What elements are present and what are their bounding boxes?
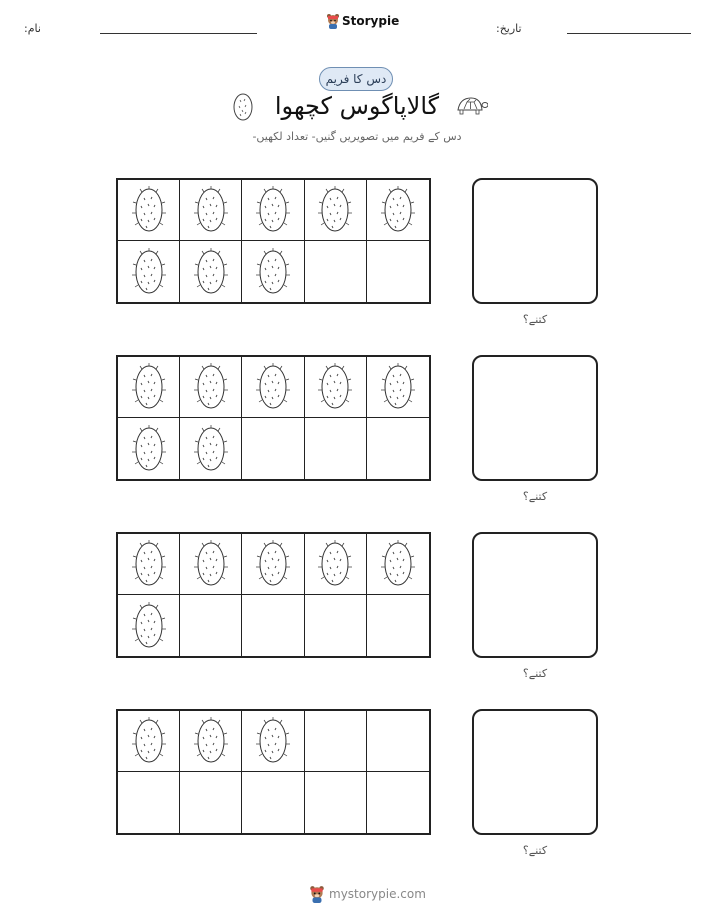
cactus-pad-icon [132, 424, 166, 474]
tortoise-icon [454, 95, 488, 117]
cactus-pad-icon [194, 424, 228, 474]
ten-frame-cell [367, 711, 429, 772]
ten-frame-badge: دس کا فریم [319, 67, 393, 91]
cactus-pad-icon [381, 185, 415, 235]
ten-frame-cell [180, 418, 242, 479]
how-many-label: کتنے؟ [522, 667, 548, 680]
ten-frame-cell [305, 595, 367, 656]
page-title: گالاپاگوس کچھوا [274, 92, 440, 120]
ten-frame-cell [242, 357, 304, 418]
ten-frame-cell [242, 241, 304, 302]
cactus-pad-icon [231, 91, 255, 123]
ten-frame-cell [305, 534, 367, 595]
ten-frame-cell [305, 357, 367, 418]
instructions: دس کے فریم میں تصویریں گنیں- تعداد لکھیں- [252, 130, 462, 143]
ten-frame-cell [118, 357, 180, 418]
ten-frame-cell [305, 772, 367, 833]
ten-frame-cell [305, 180, 367, 241]
ten-frame-cell [242, 418, 304, 479]
how-many-label: کتنے؟ [522, 490, 548, 503]
footer [309, 885, 426, 903]
cactus-pad-icon [318, 362, 352, 412]
ten-frame-cell [305, 418, 367, 479]
bear-mascot-icon [326, 13, 340, 29]
cactus-pad-icon [132, 601, 166, 651]
ten-frame-cell [367, 357, 429, 418]
cactus-pad-icon [256, 362, 290, 412]
ten-frame-cell [118, 595, 180, 656]
ten-frame-cell [242, 180, 304, 241]
answer-box[interactable] [472, 355, 598, 481]
ten-frame-cell [118, 241, 180, 302]
answer-box[interactable] [472, 532, 598, 658]
cactus-pad-icon [194, 185, 228, 235]
cactus-pad-icon [132, 247, 166, 297]
ten-frame [116, 178, 431, 304]
ten-frame-cell [367, 772, 429, 833]
cactus-pad-icon [256, 247, 290, 297]
cactus-pad-icon [381, 539, 415, 589]
ten-frame-cell [180, 772, 242, 833]
ten-frame-cell [118, 711, 180, 772]
cactus-pad-icon [381, 362, 415, 412]
ten-frame-cell [180, 180, 242, 241]
ten-frame-cell [118, 534, 180, 595]
ten-frame-cell [305, 241, 367, 302]
cactus-pad-icon [132, 539, 166, 589]
how-many-label: کتنے؟ [522, 844, 548, 857]
bear-mascot-icon [309, 885, 325, 903]
ten-frame-cell [305, 711, 367, 772]
name-label: نام: [24, 22, 41, 35]
ten-frame-cell [242, 772, 304, 833]
cactus-pad-icon [318, 539, 352, 589]
answer-box[interactable] [472, 709, 598, 835]
answer-box[interactable] [472, 178, 598, 304]
cactus-pad-icon [132, 362, 166, 412]
name-line[interactable] [100, 33, 257, 34]
cactus-pad-icon [256, 539, 290, 589]
brand-name: Storypie [342, 14, 400, 28]
ten-frame-cell [367, 534, 429, 595]
cactus-pad-icon [256, 185, 290, 235]
cactus-pad-icon [318, 185, 352, 235]
cactus-pad-icon [132, 185, 166, 235]
ten-frame-cell [367, 595, 429, 656]
how-many-label: کتنے؟ [522, 313, 548, 326]
ten-frame-cell [242, 595, 304, 656]
ten-frame-cell [242, 711, 304, 772]
ten-frame [116, 532, 431, 658]
ten-frame [116, 355, 431, 481]
brand-logo [326, 13, 399, 29]
date-label: تاریخ: [496, 22, 522, 35]
date-line[interactable] [567, 33, 691, 34]
cactus-pad-icon [132, 716, 166, 766]
ten-frame-cell [180, 241, 242, 302]
ten-frame-cell [242, 534, 304, 595]
cactus-pad-icon [194, 539, 228, 589]
ten-frame-cell [180, 357, 242, 418]
footer-url[interactable]: mystorypie.com [329, 887, 426, 901]
ten-frame-cell [367, 241, 429, 302]
ten-frame-cell [367, 180, 429, 241]
ten-frame [116, 709, 431, 835]
cactus-pad-icon [194, 362, 228, 412]
cactus-pad-icon [256, 716, 290, 766]
ten-frame-cell [180, 711, 242, 772]
cactus-pad-icon [194, 247, 228, 297]
ten-frame-cell [180, 595, 242, 656]
cactus-pad-icon [194, 716, 228, 766]
ten-frame-cell [180, 534, 242, 595]
ten-frame-cell [118, 418, 180, 479]
ten-frame-cell [118, 772, 180, 833]
ten-frame-cell [367, 418, 429, 479]
ten-frame-cell [118, 180, 180, 241]
